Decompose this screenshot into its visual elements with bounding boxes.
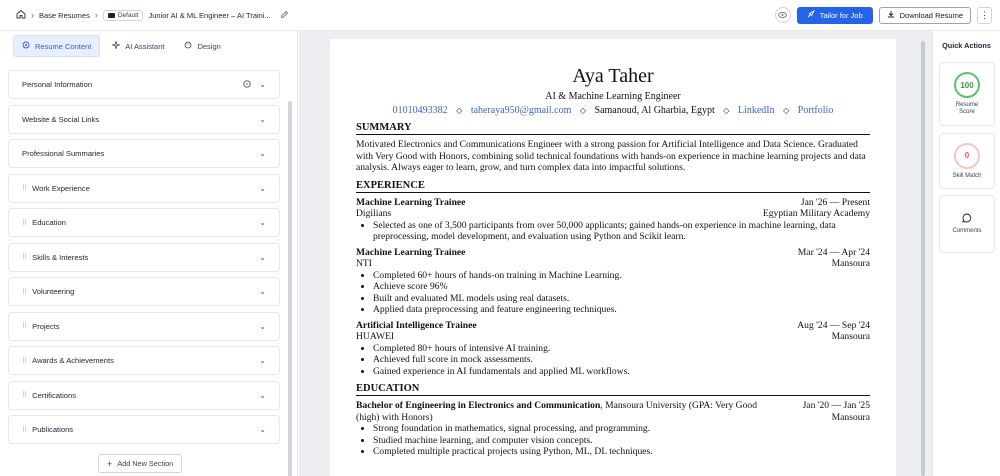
chevron-down-icon[interactable]: ⌄ [259, 114, 266, 124]
school-line: , Mansoura University (GPA: Very Good [600, 400, 757, 411]
drag-handle-icon[interactable]: ⠿ [22, 323, 27, 330]
diamond-separator-icon: ◇ [456, 106, 463, 115]
chevron-right-icon: › [31, 10, 34, 20]
resume-score-label: Resume Score [955, 102, 979, 115]
section-label: Skills & Interests [32, 252, 89, 262]
chevron-right-icon: › [94, 10, 98, 20]
section-work-experience[interactable] [8, 174, 280, 203]
education-bullet: • Strong foundation in mathematics, signal processing, and programming. [373, 423, 870, 435]
job-location: Egyptian Military Academy [762, 208, 870, 219]
job-bullet: • Gained experience in AI fundamentals and applied ML workflows. [373, 366, 870, 378]
chevron-down-icon[interactable]: ⌄ [259, 183, 266, 193]
sparkle-icon [112, 41, 120, 51]
tab-design[interactable] [176, 35, 228, 57]
summary-text: Motivated Electronics and Communications Engineer with a strong passion for Artificial Intelligence and Data Science. Graduated with Very Good with Honors, combining solid technical foundations with hands-on experience in machine learning projects and data analysis. Always eager to learn, grow, and turn complex data into impactful solutions. [356, 139, 866, 173]
tag-icon [108, 13, 115, 18]
section-label: Volunteering [32, 287, 75, 296]
email-link[interactable]: taheraya950@gmail.com [470, 105, 572, 116]
job-company: HUAWEI [356, 331, 395, 342]
job-title: Machine Learning Trainee [356, 246, 466, 258]
chevron-down-icon[interactable]: ⌄ [259, 218, 266, 227]
add-new-section-label: Add New Section [117, 459, 174, 468]
summary-heading: SUMMARY [356, 122, 870, 135]
portfolio-link[interactable]: Portfolio [797, 105, 834, 116]
resume-score-ring: 100 [954, 72, 980, 98]
job-bullet: • Selected as one of 3,500 participants from over 50,000 applicants; gained hands-on experience in machine learning, data preprocessing, model development, and evaluation using Python and Scikit learn. [373, 220, 870, 243]
job-location: Mansoura [831, 331, 870, 342]
comments-card[interactable] [939, 195, 995, 253]
resume-preview [299, 31, 932, 476]
education-location: Mansoura [831, 411, 870, 423]
breadcrumb-base-resumes[interactable]: Base Resumes [39, 10, 90, 20]
job-company: Digilians [356, 208, 392, 219]
job-dates: Mar '24 — Apr '24 [797, 246, 870, 258]
tab-label: Resume Content [35, 41, 92, 51]
job-bullet: • Achieved full score in mock assessments. [373, 354, 870, 366]
job-dates: Jan '26 — Present [800, 196, 870, 208]
palette-icon [184, 41, 192, 51]
section-label: Website & Social Links [22, 114, 100, 124]
download-resume-label: Download Resume [899, 10, 963, 20]
degree-title: Bachelor of Engineering in Electronics and Communication [356, 400, 601, 411]
section-label: Projects [32, 321, 60, 331]
chevron-down-icon[interactable]: ⌄ [259, 252, 266, 262]
chevron-down-icon[interactable]: ⌄ [259, 390, 266, 400]
resume-page [330, 39, 896, 476]
experience-entry [356, 320, 870, 378]
job-location: Mansoura [831, 258, 870, 269]
chevron-down-icon[interactable]: ⌄ [259, 287, 266, 296]
resume-content-panel [0, 31, 298, 476]
section-certifications[interactable] [8, 381, 280, 410]
drag-handle-icon[interactable]: ⠿ [22, 357, 27, 365]
resume-title: Junior AI & ML Engineer – AI Traini... [148, 10, 271, 20]
chat-icon[interactable] [243, 80, 251, 90]
drag-handle-icon[interactable]: ⠿ [22, 254, 27, 261]
gear-icon [22, 41, 30, 51]
section-personal-information[interactable] [8, 70, 280, 99]
tab-label: AI Assistant [125, 41, 165, 51]
section-awards-achievements[interactable] [8, 346, 280, 375]
job-bullet: • Applied data preprocessing and feature engineering techniques. [373, 304, 870, 316]
eye-icon[interactable] [775, 7, 791, 23]
job-bullet: • Completed 60+ hours of hands-on training in Machine Learning. [373, 270, 870, 282]
education-note: (high) with Honors) [356, 411, 433, 423]
education-bullet: • Studied machine learning, and computer vision concepts. [373, 435, 870, 447]
education-entry [356, 400, 870, 458]
tailor-for-job-button[interactable] [797, 7, 873, 24]
skill-match-ring: 0 [954, 143, 980, 169]
resume-score-card[interactable] [939, 62, 995, 126]
section-label: Professional Summaries [22, 149, 105, 158]
drag-handle-icon[interactable]: ⠿ [22, 392, 27, 399]
skill-match-card[interactable] [939, 133, 995, 189]
chevron-down-icon[interactable]: ⌄ [259, 425, 266, 434]
resume-role: AI & Machine Learning Engineer [545, 91, 681, 102]
job-dates: Aug '24 — Sep '24 [797, 319, 870, 331]
job-company: NTI [356, 258, 372, 269]
breadcrumb [16, 9, 289, 21]
add-new-section-button[interactable] [98, 454, 182, 473]
job-bullet: • Achieve score 96% [373, 281, 870, 293]
section-label: Work Experience [32, 183, 90, 193]
section-professional-summaries[interactable] [8, 139, 280, 168]
top-bar [0, 0, 1000, 31]
diamond-separator-icon: ◇ [723, 106, 730, 115]
tab-ai-assistant[interactable] [104, 35, 172, 57]
section-skills-interests[interactable] [8, 243, 280, 272]
left-scrollbar[interactable] [288, 101, 292, 476]
job-title: Machine Learning Trainee [356, 196, 466, 208]
skill-match-label: Skill Match [952, 172, 982, 179]
drag-handle-icon[interactable]: ⠿ [22, 288, 27, 296]
contact-line [356, 105, 870, 116]
education-bullet: • Completed multiple practical projects using Python, ML, DL techniques. [373, 446, 870, 458]
tab-label: Design [197, 41, 221, 51]
more-options-icon[interactable]: ⋮ [977, 7, 992, 24]
job-bullet: • Built and evaluated ML models using real datasets. [373, 293, 870, 305]
quick-actions-panel [932, 31, 1000, 476]
quick-actions-title: Quick Actions [942, 41, 991, 50]
section-label: Personal Information [22, 80, 93, 89]
chevron-down-icon[interactable]: ⌄ [259, 356, 266, 365]
section-label: Publications [32, 425, 74, 434]
tailor-for-job-label: Tailor for Job [819, 10, 863, 20]
tab-resume-content[interactable] [13, 35, 100, 57]
comments-label: Comments [952, 228, 982, 234]
section-label: Awards & Achievements [32, 356, 114, 365]
section-volunteering[interactable] [8, 277, 280, 306]
diamond-separator-icon: ◇ [579, 106, 587, 115]
experience-entry [356, 247, 870, 316]
download-icon [887, 10, 895, 20]
phone-link[interactable]: 01010493382 [392, 105, 448, 116]
section-education[interactable] [8, 208, 280, 237]
experience-heading: EXPERIENCE [356, 180, 870, 193]
job-bullet: • Completed 80+ hours of intensive AI training. [373, 343, 870, 355]
section-website-social-links[interactable] [8, 105, 280, 134]
drag-handle-icon[interactable]: ⠿ [22, 185, 27, 192]
chevron-down-icon[interactable]: ⌄ [259, 321, 266, 331]
location-text: Samanoud, Al Gharbia, Egypt [594, 105, 715, 116]
editor-tabs [13, 35, 229, 57]
education-dates: Jan '20 — Jan '25 [802, 400, 870, 411]
diamond-separator-icon: ◇ [783, 106, 790, 115]
resume-name: Aya Taher [572, 65, 654, 87]
job-title: Artificial Intelligence Trainee [356, 319, 477, 331]
education-heading: EDUCATION [356, 383, 870, 396]
experience-entry [356, 197, 870, 243]
section-publications[interactable] [8, 415, 280, 444]
edit-pencil-icon[interactable] [280, 10, 289, 21]
section-label: Education [32, 218, 66, 227]
preview-scrollbar[interactable] [921, 41, 925, 476]
section-label: Certifications [32, 390, 77, 400]
drag-handle-icon[interactable]: ⠿ [22, 219, 27, 227]
chevron-down-icon[interactable]: ⌄ [259, 80, 266, 89]
drag-handle-icon[interactable]: ⠿ [22, 426, 27, 434]
chevron-down-icon[interactable]: ⌄ [259, 149, 266, 158]
section-projects[interactable] [8, 312, 280, 341]
comment-bubble-icon [962, 213, 972, 224]
home-icon[interactable] [16, 9, 26, 21]
download-resume-button[interactable] [879, 7, 971, 24]
default-badge-label: Default [117, 11, 139, 19]
rocket-icon [807, 10, 815, 20]
plus-icon: + [107, 458, 113, 469]
section-list [8, 70, 280, 450]
linkedin-link[interactable]: LinkedIn [737, 105, 775, 116]
default-badge [103, 10, 144, 21]
